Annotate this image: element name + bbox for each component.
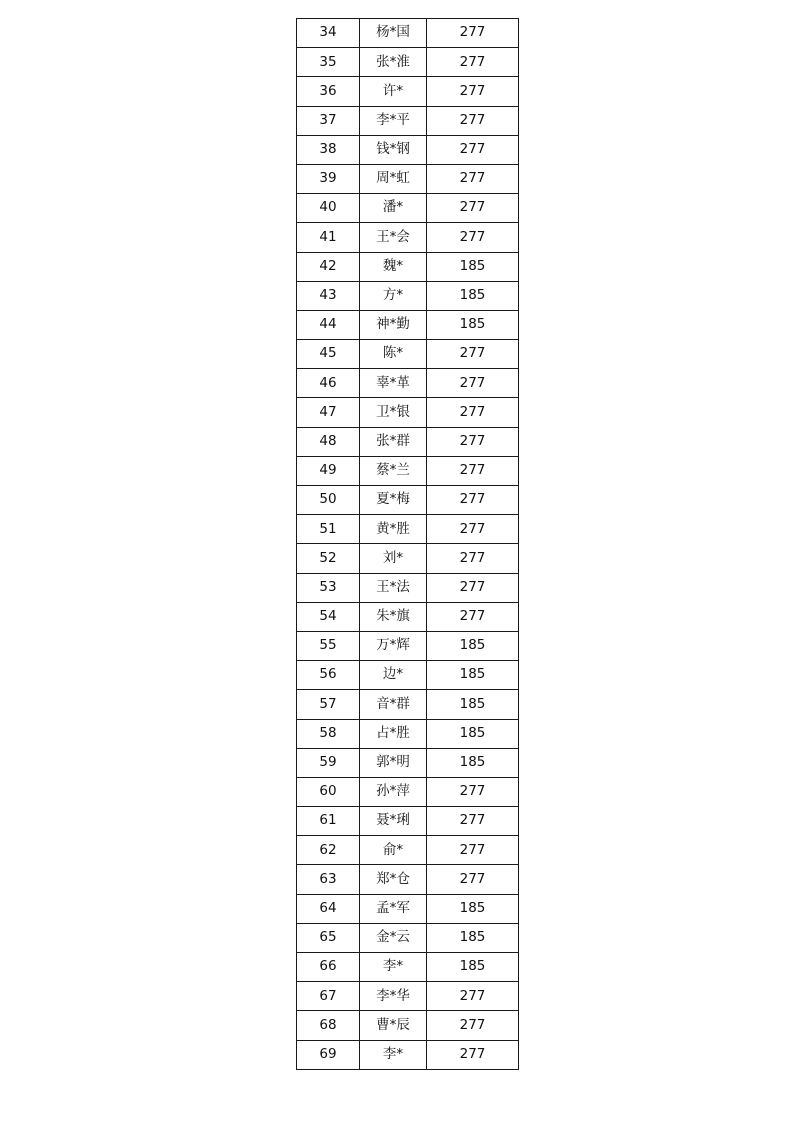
name-cell: 占*胜: [360, 719, 427, 748]
table-row: [297, 164, 519, 193]
table-row: [297, 631, 519, 660]
row-number-cell: 35: [297, 48, 360, 77]
amount-cell: 277: [427, 573, 519, 602]
table-row: [297, 340, 519, 369]
row-number-cell: 56: [297, 661, 360, 690]
name-cell: 李*: [360, 953, 427, 982]
row-number-cell: 39: [297, 164, 360, 193]
amount-cell: 277: [427, 340, 519, 369]
name-cell: 潘*: [360, 194, 427, 223]
table-row: [297, 807, 519, 836]
table-row: [297, 398, 519, 427]
row-number-cell: 55: [297, 631, 360, 660]
name-cell: 李*华: [360, 982, 427, 1011]
amount-cell: 277: [427, 456, 519, 485]
name-cell: 陈*: [360, 340, 427, 369]
table-row: [297, 48, 519, 77]
row-number-cell: 49: [297, 456, 360, 485]
name-cell: 音*群: [360, 690, 427, 719]
amount-cell: 277: [427, 1040, 519, 1069]
name-cell: 张*群: [360, 427, 427, 456]
amount-cell: 277: [427, 865, 519, 894]
amount-cell: 277: [427, 807, 519, 836]
name-cell: 万*辉: [360, 631, 427, 660]
name-cell: 曹*辰: [360, 1011, 427, 1040]
row-number-cell: 67: [297, 982, 360, 1011]
table-row: [297, 310, 519, 339]
name-cell: 王*法: [360, 573, 427, 602]
amount-cell: 277: [427, 369, 519, 398]
amount-cell: 185: [427, 748, 519, 777]
table-row: [297, 19, 519, 48]
table-row: [297, 369, 519, 398]
name-cell: 周*虹: [360, 164, 427, 193]
row-number-cell: 36: [297, 77, 360, 106]
row-number-cell: 43: [297, 281, 360, 310]
table-row: [297, 486, 519, 515]
amount-cell: 277: [427, 982, 519, 1011]
row-number-cell: 50: [297, 486, 360, 515]
table-row: [297, 515, 519, 544]
table-row: [297, 106, 519, 135]
name-cell: 张*淮: [360, 48, 427, 77]
row-number-cell: 52: [297, 544, 360, 573]
name-cell: 神*勤: [360, 310, 427, 339]
name-cell: 魏*: [360, 252, 427, 281]
table-row: [297, 281, 519, 310]
amount-cell: 185: [427, 719, 519, 748]
name-cell: 王*会: [360, 223, 427, 252]
amount-cell: 185: [427, 953, 519, 982]
amount-cell: 277: [427, 1011, 519, 1040]
amount-cell: 277: [427, 164, 519, 193]
row-number-cell: 54: [297, 602, 360, 631]
amount-cell: 277: [427, 48, 519, 77]
row-number-cell: 69: [297, 1040, 360, 1069]
name-cell: 李*平: [360, 106, 427, 135]
name-cell: 卫*银: [360, 398, 427, 427]
name-cell: 许*: [360, 77, 427, 106]
table-row: [297, 194, 519, 223]
table-row: [297, 982, 519, 1011]
table-row: [297, 748, 519, 777]
table-row: [297, 923, 519, 952]
name-cell: 李*: [360, 1040, 427, 1069]
row-number-cell: 38: [297, 135, 360, 164]
row-number-cell: 63: [297, 865, 360, 894]
row-number-cell: 62: [297, 836, 360, 865]
table-row: [297, 865, 519, 894]
name-cell: 钱*钢: [360, 135, 427, 164]
name-cell: 黄*胜: [360, 515, 427, 544]
amount-cell: 277: [427, 106, 519, 135]
amount-cell: 185: [427, 690, 519, 719]
name-cell: 俞*: [360, 836, 427, 865]
table-row: [297, 953, 519, 982]
document-page: [296, 18, 518, 1070]
table-row: [297, 223, 519, 252]
table-row: [297, 777, 519, 806]
row-number-cell: 68: [297, 1011, 360, 1040]
table-row: [297, 77, 519, 106]
row-number-cell: 51: [297, 515, 360, 544]
row-number-cell: 65: [297, 923, 360, 952]
row-number-cell: 42: [297, 252, 360, 281]
data-table: [296, 18, 519, 1070]
amount-cell: 277: [427, 77, 519, 106]
amount-cell: 185: [427, 252, 519, 281]
name-cell: 郭*明: [360, 748, 427, 777]
table-row: [297, 1011, 519, 1040]
table-row: [297, 690, 519, 719]
name-cell: 郑*仓: [360, 865, 427, 894]
amount-cell: 277: [427, 836, 519, 865]
table-row: [297, 427, 519, 456]
table-row: [297, 836, 519, 865]
row-number-cell: 44: [297, 310, 360, 339]
amount-cell: 185: [427, 661, 519, 690]
row-number-cell: 60: [297, 777, 360, 806]
table-row: [297, 544, 519, 573]
table-row: [297, 573, 519, 602]
name-cell: 刘*: [360, 544, 427, 573]
row-number-cell: 64: [297, 894, 360, 923]
amount-cell: 277: [427, 427, 519, 456]
amount-cell: 277: [427, 602, 519, 631]
table-row: [297, 456, 519, 485]
row-number-cell: 46: [297, 369, 360, 398]
table-body: [297, 19, 519, 1070]
row-number-cell: 34: [297, 19, 360, 48]
row-number-cell: 41: [297, 223, 360, 252]
row-number-cell: 59: [297, 748, 360, 777]
row-number-cell: 40: [297, 194, 360, 223]
table-row: [297, 602, 519, 631]
row-number-cell: 45: [297, 340, 360, 369]
amount-cell: 185: [427, 310, 519, 339]
name-cell: 方*: [360, 281, 427, 310]
name-cell: 朱*旗: [360, 602, 427, 631]
amount-cell: 277: [427, 544, 519, 573]
row-number-cell: 53: [297, 573, 360, 602]
row-number-cell: 58: [297, 719, 360, 748]
amount-cell: 185: [427, 281, 519, 310]
amount-cell: 185: [427, 894, 519, 923]
name-cell: 孙*萍: [360, 777, 427, 806]
table-row: [297, 719, 519, 748]
name-cell: 边*: [360, 661, 427, 690]
row-number-cell: 66: [297, 953, 360, 982]
row-number-cell: 48: [297, 427, 360, 456]
table-row: [297, 894, 519, 923]
name-cell: 金*云: [360, 923, 427, 952]
amount-cell: 277: [427, 398, 519, 427]
name-cell: 聂*琍: [360, 807, 427, 836]
amount-cell: 277: [427, 515, 519, 544]
amount-cell: 277: [427, 777, 519, 806]
table-row: [297, 1040, 519, 1069]
amount-cell: 277: [427, 19, 519, 48]
table-row: [297, 252, 519, 281]
amount-cell: 277: [427, 486, 519, 515]
amount-cell: 185: [427, 923, 519, 952]
table-row: [297, 661, 519, 690]
row-number-cell: 61: [297, 807, 360, 836]
name-cell: 蔡*兰: [360, 456, 427, 485]
row-number-cell: 47: [297, 398, 360, 427]
amount-cell: 277: [427, 223, 519, 252]
name-cell: 辜*革: [360, 369, 427, 398]
amount-cell: 277: [427, 194, 519, 223]
name-cell: 孟*军: [360, 894, 427, 923]
name-cell: 夏*梅: [360, 486, 427, 515]
table-row: [297, 135, 519, 164]
name-cell: 杨*国: [360, 19, 427, 48]
amount-cell: 185: [427, 631, 519, 660]
row-number-cell: 57: [297, 690, 360, 719]
row-number-cell: 37: [297, 106, 360, 135]
amount-cell: 277: [427, 135, 519, 164]
